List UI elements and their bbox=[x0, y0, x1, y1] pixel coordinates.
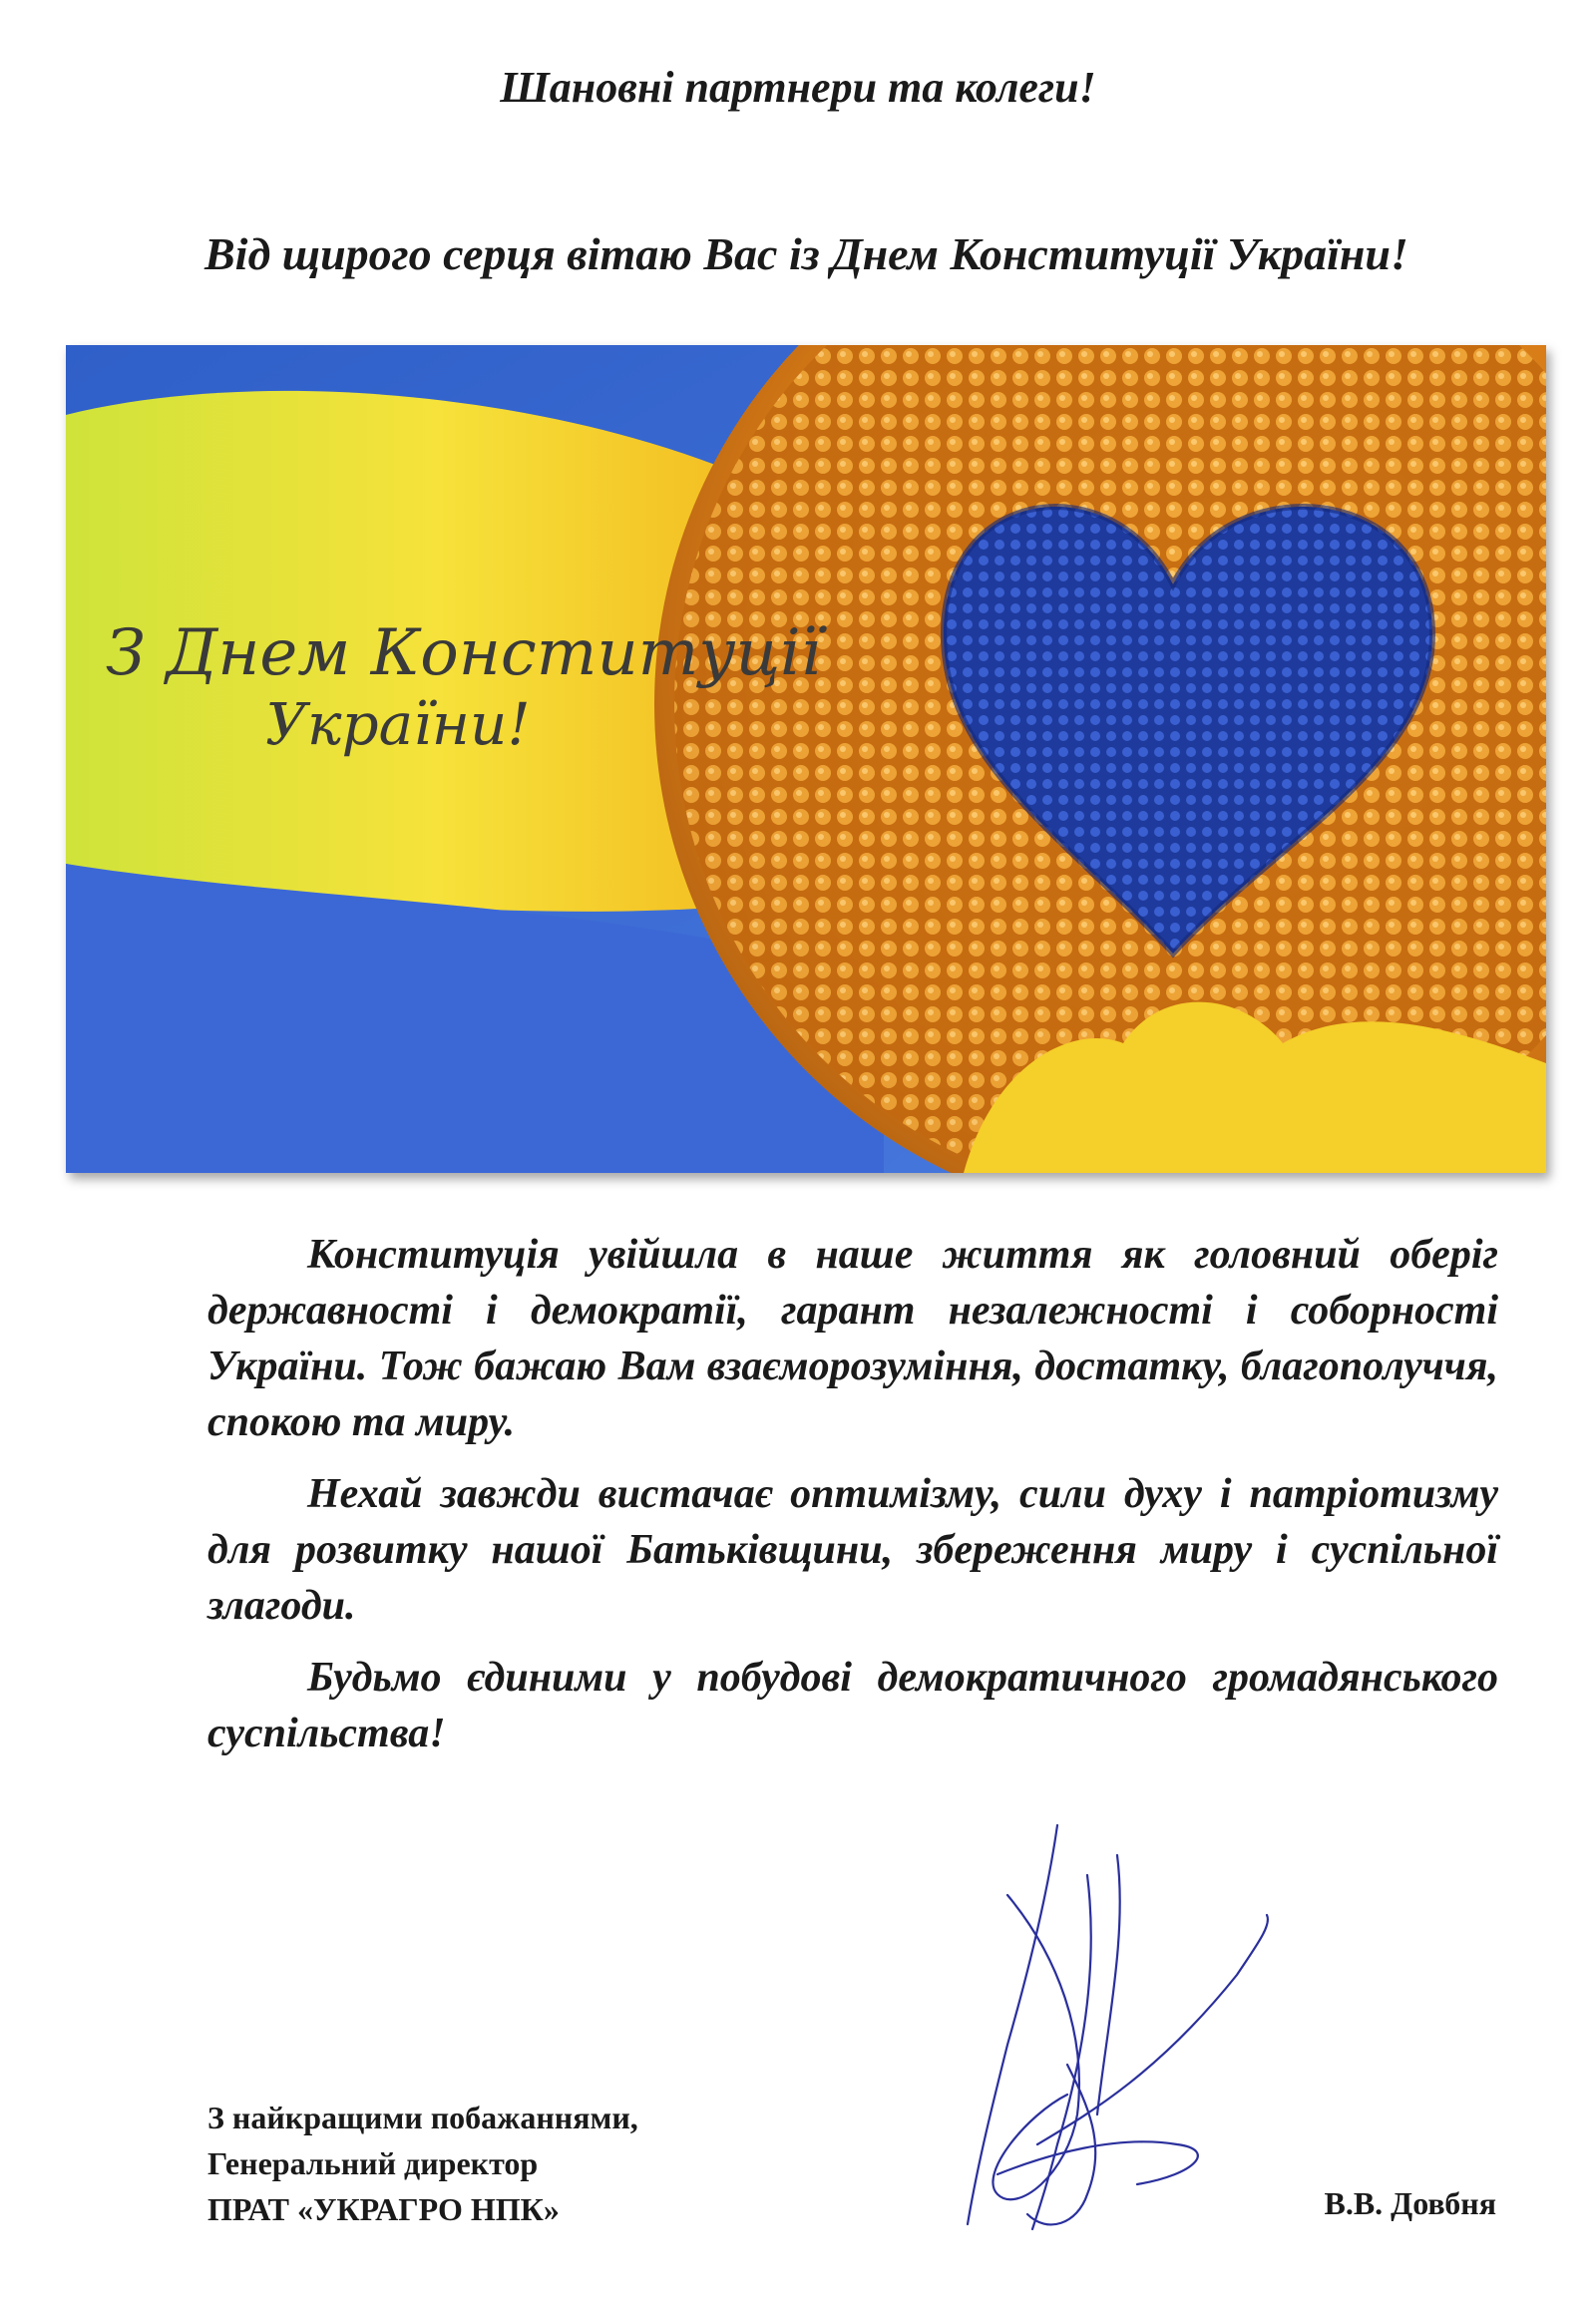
card-caption-line-2: України! bbox=[265, 690, 531, 758]
closing-block bbox=[207, 2095, 638, 2232]
greeting-card-image bbox=[66, 345, 1546, 1173]
closing-regards: З найкращими побажаннями, bbox=[207, 2100, 638, 2135]
congratulation-line: Від щирого серця вітаю Вас із Днем Конституції України! bbox=[204, 228, 1408, 279]
letter-body bbox=[207, 1227, 1498, 1777]
greeting-heading: Шановні партнери та колеги! bbox=[500, 63, 1096, 112]
paragraph-1: Конституція увійшла в наше життя як головний оберіг державності і демократії, гарант незалежності і соборності України. Тож бажаю Вам взаєморозуміння, достатку, благополуччя, спокою та миру. bbox=[207, 1232, 1498, 1445]
closing-company: ПРАТ «УКРАГРО НПК» bbox=[207, 2191, 560, 2227]
paragraph-3: Будьмо єдиними у побудові демократичного громадянського суспільства! bbox=[207, 1655, 1498, 1756]
closing-position: Генеральний директор bbox=[207, 2145, 539, 2181]
paragraph-2: Нехай завжди вистачає оптимізму, сили духу і патріотизму для розвитку нашої Батьківщини, збереження миру і суспільної злагоди. bbox=[207, 1471, 1498, 1629]
signature-image bbox=[938, 1815, 1277, 2249]
card-caption-line-1: З Днем Конституції bbox=[106, 616, 822, 690]
signer-name: В.В. Довбня bbox=[1324, 2185, 1496, 2221]
